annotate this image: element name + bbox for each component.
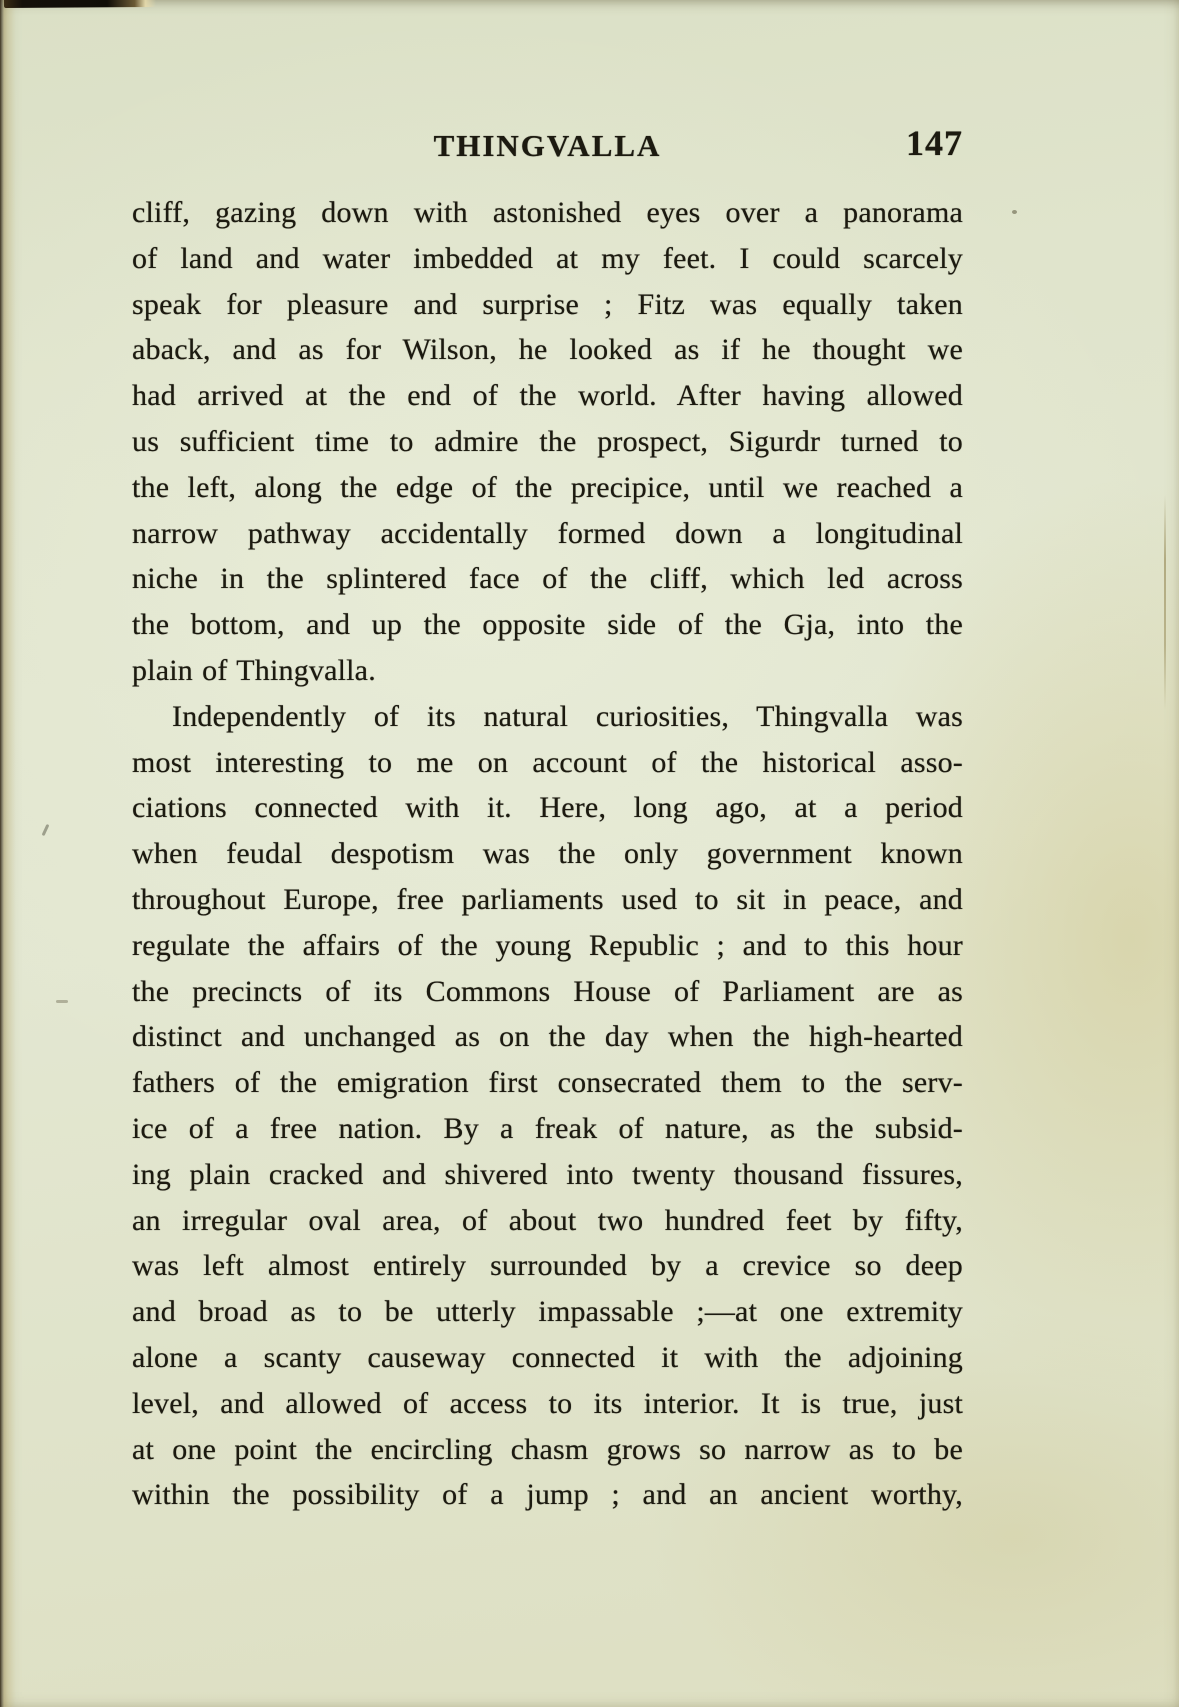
body-line: an irregular oval area, of about two hundred feet by fifty,	[132, 1203, 963, 1237]
body-line: ing plain cracked and shivered into twenty thousand fissures,	[132, 1157, 963, 1191]
scan-seam-line	[1164, 495, 1166, 710]
paper-speck	[56, 1000, 68, 1003]
body-line: had arrived at the end of the world. After having allowed	[132, 379, 963, 413]
body-line: the precincts of its Commons House of Parliament are as	[132, 974, 963, 1008]
body-line: the left, along the edge of the precipice, until we reached a	[132, 470, 963, 504]
body-line: Independently of its natural curiosities, Thingvalla was	[172, 699, 963, 733]
body-line: fathers of the emigration first consecrated them to the serv-	[132, 1066, 963, 1100]
body-line: ciations connected with it. Here, long ago, at a period	[132, 791, 963, 825]
body-line: distinct and unchanged as on the day when the high-hearted	[132, 1020, 963, 1054]
running-title: THINGVALLA	[433, 128, 662, 163]
scan-edge-artifact-top	[4, 0, 156, 8]
body-line: throughout Europe, free parliaments used to sit in peace, and	[132, 882, 963, 916]
body-line: ice of a free nation. By a freak of nature, as the subsid-	[132, 1111, 963, 1145]
body-line: of land and water imbedded at my feet. I could scarcely	[132, 241, 963, 275]
body-line: us sufficient time to admire the prospect, Sigurdr turned to	[132, 424, 963, 458]
scan-edge-left	[0, 0, 16, 1707]
body-line: level, and allowed of access to its interior. It is true, just	[132, 1386, 963, 1420]
body-line: when feudal despotism was the only government known	[132, 837, 963, 871]
paper-speck	[42, 824, 50, 836]
body-line: regulate the affairs of the young Republic ; and to this hour	[132, 928, 963, 962]
body-line: was left almost entirely surrounded by a crevice so deep	[132, 1249, 963, 1283]
body-line: speak for pleasure and surprise ; Fitz was equally taken	[132, 287, 963, 321]
paper-speck	[1012, 210, 1017, 214]
page-number: 147	[906, 123, 963, 163]
body-line: aback, and as for Wilson, he looked as if he thought we	[132, 333, 963, 367]
body-line: within the possibility of a jump ; and an ancient worthy,	[132, 1478, 963, 1512]
body-line: cliff, gazing down with astonished eyes over a panorama	[132, 196, 963, 229]
body-line: and broad as to be utterly impassable ;—at one extremity	[132, 1295, 963, 1329]
body-line: the bottom, and up the opposite side of the Gja, into the	[132, 608, 963, 642]
text-block	[132, 190, 963, 1518]
body-line: plain of Thingvalla.	[132, 653, 376, 687]
body-line: niche in the splintered face of the cliff, which led across	[132, 562, 963, 596]
body-line: most interesting to me on account of the historical asso-	[132, 745, 963, 779]
body-line: alone a scanty causeway connected it with the adjoining	[132, 1340, 963, 1374]
body-line: at one point the encircling chasm grows so narrow as to be	[132, 1432, 963, 1466]
body-line: narrow pathway accidentally formed down a longitudinal	[132, 516, 963, 550]
page-header	[132, 122, 963, 164]
